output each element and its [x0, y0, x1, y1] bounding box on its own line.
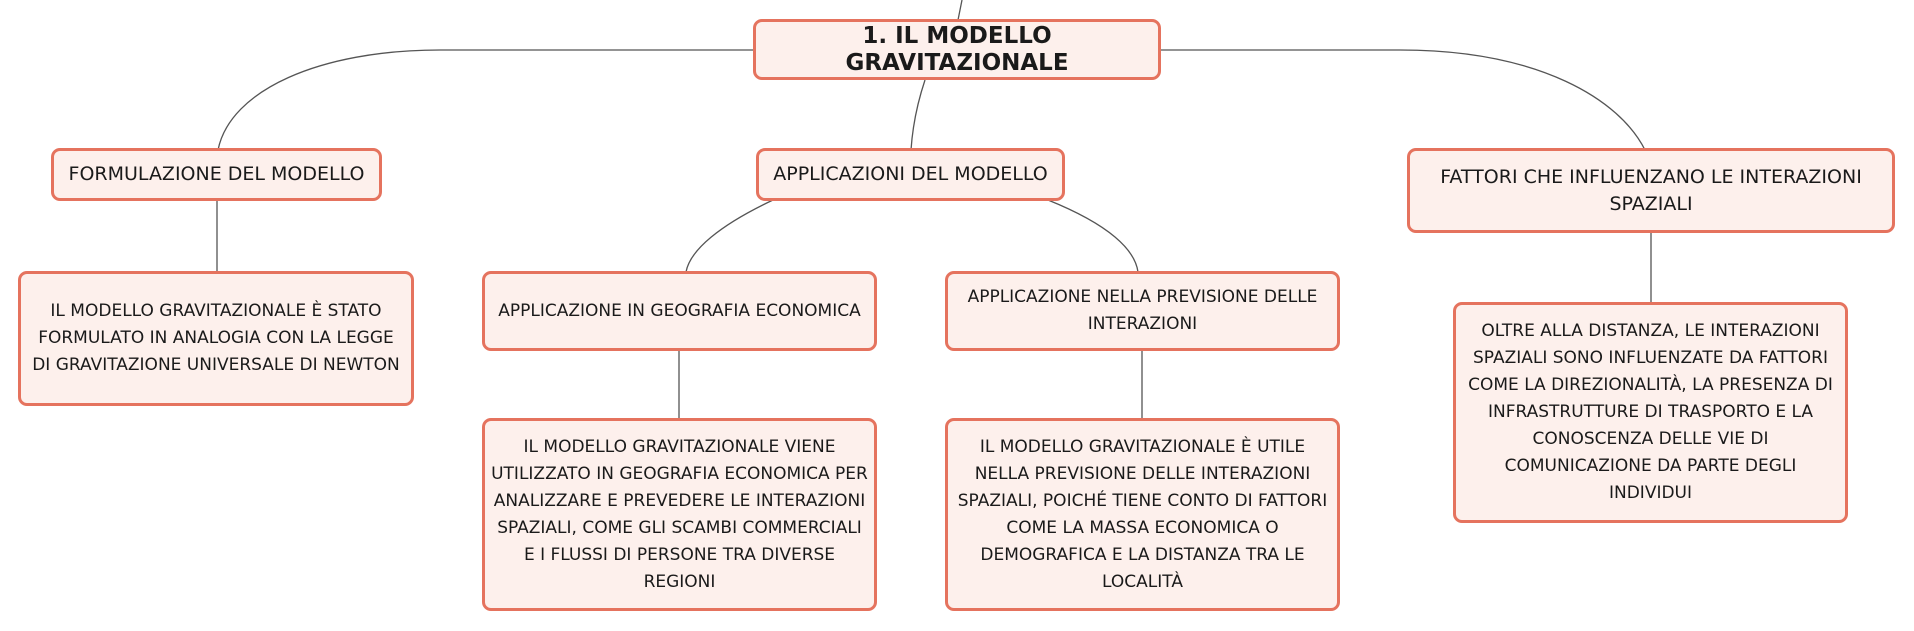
branch-applicazioni[interactable]: APPLICAZIONI DEL MODELLO: [756, 148, 1065, 201]
branch-formulazione[interactable]: FORMULAZIONE DEL MODELLO: [51, 148, 382, 201]
connector-root-applicazioni: [911, 80, 925, 150]
connector-root-formulazione: [218, 50, 755, 150]
geografia-economica-detail[interactable]: IL MODELLO GRAVITAZIONALE VIENE UTILIZZATO IN GEOGRAFIA ECONOMICA PER ANALIZZARE E PREVEDERE LE INTERAZIONI SPAZIALI, COME GLI SCAMBI COMMERCIALI E I FLUSSI DI PERSONE TRA DIVERSE REGIONI: [482, 418, 877, 611]
connector-root-fattori: [1160, 50, 1645, 150]
connector-applicazioni-previsione: [1048, 200, 1138, 272]
connector-applicazioni-geografia: [686, 200, 773, 272]
root-node[interactable]: 1. IL MODELLO GRAVITAZIONALE: [753, 19, 1161, 80]
previsione-interazioni-detail[interactable]: IL MODELLO GRAVITAZIONALE È UTILE NELLA PREVISIONE DELLE INTERAZIONI SPAZIALI, POICHÉ TIENE CONTO DI FATTORI COME LA MASSA ECONOMICA O DEMOGRAFICA E LA DISTANZA TRA LE LOCALITÀ: [945, 418, 1340, 611]
branch-geografia-economica[interactable]: APPLICAZIONE IN GEOGRAFIA ECONOMICA: [482, 271, 877, 351]
branch-fattori[interactable]: FATTORI CHE INFLUENZANO LE INTERAZIONI SPAZIALI: [1407, 148, 1895, 233]
fattori-detail[interactable]: OLTRE ALLA DISTANZA, LE INTERAZIONI SPAZIALI SONO INFLUENZATE DA FATTORI COME LA DIREZIONALITÀ, LA PRESENZA DI INFRASTRUTTURE DI TRASPORTO E LA CONOSCENZA DELLE VIE DI COMUNICAZIONE DA PARTE DEGLI INDIVIDUI: [1453, 302, 1848, 523]
formulazione-detail[interactable]: IL MODELLO GRAVITAZIONALE È STATO FORMULATO IN ANALOGIA CON LA LEGGE DI GRAVITAZIONE UNIVERSALE DI NEWTON: [18, 271, 414, 406]
connector-parent-root: [958, 0, 962, 20]
branch-previsione-interazioni[interactable]: APPLICAZIONE NELLA PREVISIONE DELLE INTERAZIONI: [945, 271, 1340, 351]
